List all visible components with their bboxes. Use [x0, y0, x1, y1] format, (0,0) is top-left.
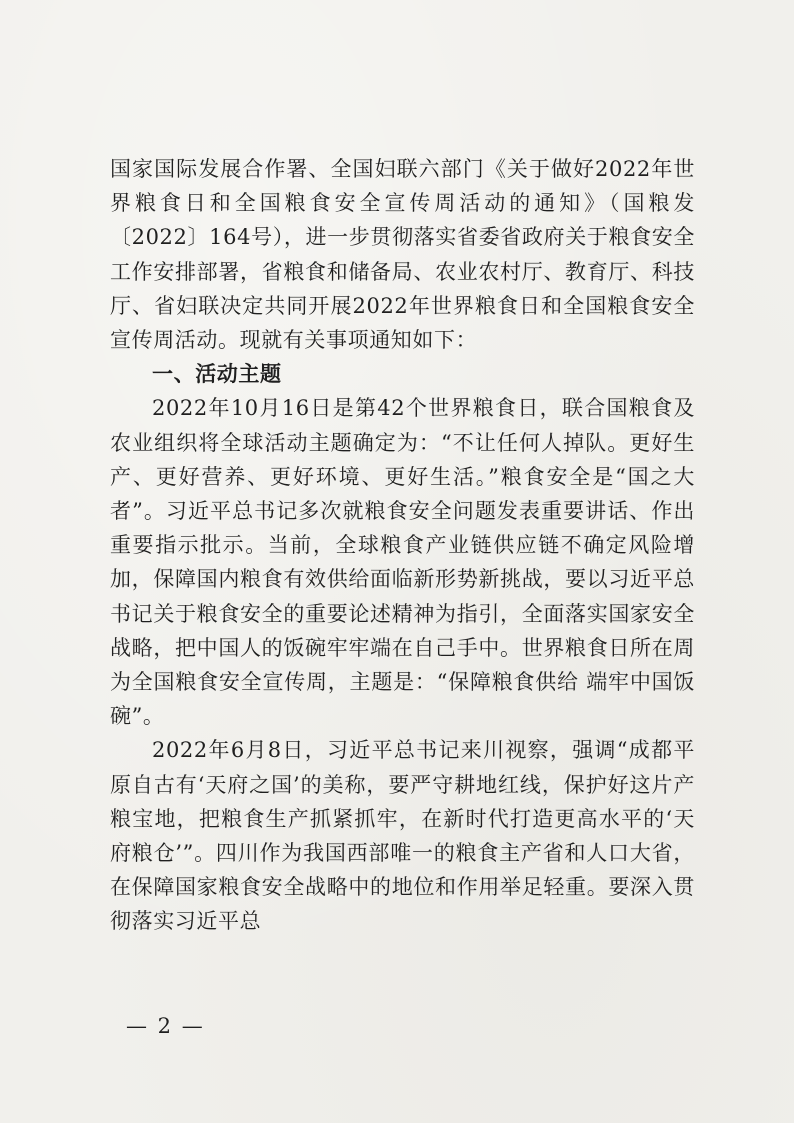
paragraph-world-food-day: 2022年10月16日是第42个世界粮食日，联合国粮食及农业组织将全球活动主题确定为：“不让任何人掉队。更好生产、更好营养、更好环境、更好生活。”粮食安全是“国之大者”。习近平总书记多次就粮食安全问题发表重要讲话、作出重要指示批示。当前，全球粮食产业链供应链不确定风险增加，保障国内粮食有效供给面临新形势新挑战，要以习近平总书记关于粮食安全的重要论述精神为指引，全面落实国家安全战略，把中国人的饭碗牢牢端在自己手中。世界粮食日所在周为全国粮食安全宣传周，主题是：“保障粮食供给 端牢中国饭碗”。 [110, 396, 695, 729]
document-body [110, 152, 695, 939]
page-number: — 2 — [126, 1014, 205, 1038]
paragraph-sichuan-granary: 2022年6月8日，习近平总书记来川视察，强调“成都平原自古有‘天府之国’的美称，要严守耕地红线，保护好这片产粮宝地，把粮食生产抓紧抓牢，在新时代打造更高水平的‘天府粮仓’”。四川作为我国西部唯一的粮食主产省和人口大省，在保障国家粮食安全战略中的地位和作用举足轻重。要深入贯彻落实习近平总 [110, 738, 695, 934]
paragraph-intro-continuation: 国家国际发展合作署、全国妇联六部门《关于做好2022年世界粮食日和全国粮食安全宣传周活动的通知》（国粮发〔2022〕164号），进一步贯彻落实省委省政府关于粮食安全工作安排部署，省粮食和储备局、农业农村厅、教育厅、科技厅、省妇联决定共同开展2022年世界粮食日和全国粮食安全宣传周活动。现就有关事项通知如下： [110, 157, 695, 353]
section-heading-activity-theme: 一、活动主题 [152, 362, 282, 387]
